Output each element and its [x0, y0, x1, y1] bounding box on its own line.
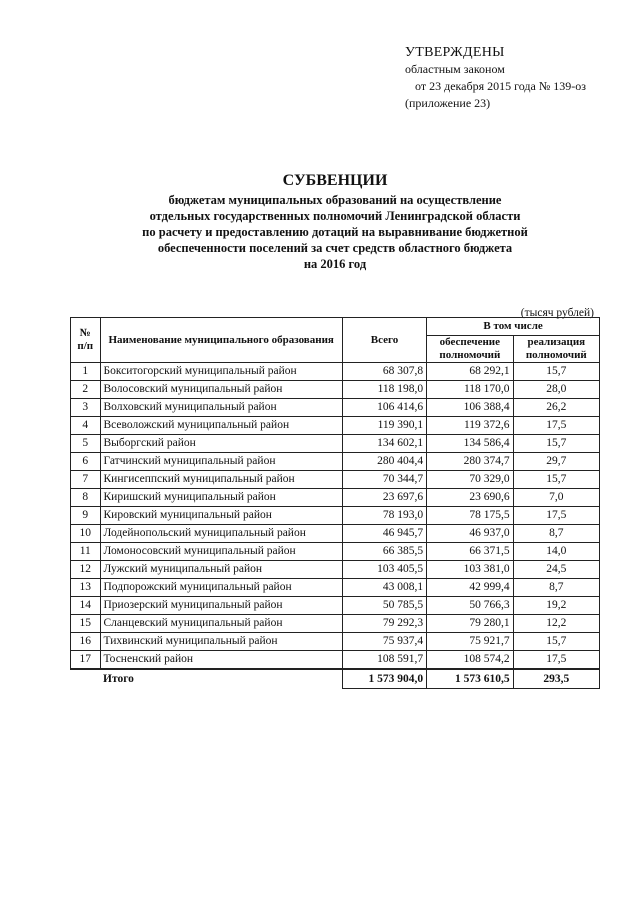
table-row: [71, 453, 600, 471]
row-provision: 79 280,1: [427, 615, 513, 633]
row-total: 119 390,1: [342, 417, 426, 435]
row-total: 23 697,6: [342, 489, 426, 507]
table-row: [71, 399, 600, 417]
row-execution: 15,7: [513, 471, 599, 489]
row-name: Киришский муниципальный район: [100, 489, 342, 507]
row-number: 2: [71, 381, 101, 399]
row-total: 280 404,4: [342, 453, 426, 471]
row-number: 1: [71, 363, 101, 381]
col-header-num: № п/п: [71, 318, 101, 363]
totals-label: Итого: [100, 669, 342, 689]
units-note: (тысяч рублей): [520, 307, 594, 319]
row-provision: 66 371,5: [427, 543, 513, 561]
row-provision: 23 690,6: [427, 489, 513, 507]
row-provision: 50 766,3: [427, 597, 513, 615]
row-name: Подпорожский муниципальный район: [100, 579, 342, 597]
table-row: [71, 489, 600, 507]
heading-line-2: отдельных государственных полномочий Ленинградской области: [149, 209, 521, 223]
row-execution: 28,0: [513, 381, 599, 399]
table-row: [71, 435, 600, 453]
row-number: 12: [71, 561, 101, 579]
table-row: [71, 525, 600, 543]
row-provision: 108 574,2: [427, 651, 513, 670]
row-number: 9: [71, 507, 101, 525]
row-provision: 118 170,0: [427, 381, 513, 399]
col-header-provision: обеспечение полномочий: [427, 336, 513, 363]
row-name: Всеволожский муниципальный район: [100, 417, 342, 435]
row-provision: 280 374,7: [427, 453, 513, 471]
row-number: 8: [71, 489, 101, 507]
row-execution: 26,2: [513, 399, 599, 417]
table-row: [71, 597, 600, 615]
document-title: СУБВЕНЦИИ: [282, 172, 388, 189]
totals-execution: 293,5: [513, 669, 599, 689]
heading-line-1: бюджетам муниципальных образований на осуществление: [168, 193, 502, 207]
row-number: 5: [71, 435, 101, 453]
row-total: 50 785,5: [342, 597, 426, 615]
row-name: Ломоносовский муниципальный район: [100, 543, 342, 561]
row-provision: 106 388,4: [427, 399, 513, 417]
row-number: 16: [71, 633, 101, 651]
totals-blank: [71, 669, 101, 689]
col-header-including: В том числе: [427, 318, 600, 336]
row-number: 7: [71, 471, 101, 489]
table-row: [71, 363, 600, 381]
row-provision: 119 372,6: [427, 417, 513, 435]
row-name: Бокситогорский муниципальный район: [100, 363, 342, 381]
row-total: 79 292,3: [342, 615, 426, 633]
table-row: [71, 651, 600, 670]
row-number: 11: [71, 543, 101, 561]
row-name: Гатчинский муниципальный район: [100, 453, 342, 471]
row-execution: 24,5: [513, 561, 599, 579]
row-provision: 75 921,7: [427, 633, 513, 651]
subsidies-table: [70, 317, 600, 689]
col-header-execution: реализация полномочий: [513, 336, 599, 363]
row-provision: 78 175,5: [427, 507, 513, 525]
row-total: 134 602,1: [342, 435, 426, 453]
totals-row: [71, 669, 600, 689]
approval-title: УТВЕРЖДЕНЫ: [405, 45, 505, 60]
approval-stamp: [405, 44, 605, 112]
row-number: 15: [71, 615, 101, 633]
row-name: Лужский муниципальный район: [100, 561, 342, 579]
table-row: [71, 471, 600, 489]
row-number: 17: [71, 651, 101, 670]
row-name: Кингисеппский муниципальный район: [100, 471, 342, 489]
row-execution: 17,5: [513, 651, 599, 670]
row-total: 106 414,6: [342, 399, 426, 417]
row-name: Выборгский район: [100, 435, 342, 453]
col-header-total: Всего: [342, 318, 426, 363]
row-total: 68 307,8: [342, 363, 426, 381]
row-execution: 19,2: [513, 597, 599, 615]
row-provision: 68 292,1: [427, 363, 513, 381]
table-row: [71, 615, 600, 633]
row-name: Лодейнопольский муниципальный район: [100, 525, 342, 543]
row-execution: 7,0: [513, 489, 599, 507]
row-provision: 103 381,0: [427, 561, 513, 579]
heading-line-4: обеспеченности поселений за счет средств областного бюджета: [157, 241, 513, 255]
row-provision: 134 586,4: [427, 435, 513, 453]
row-execution: 15,7: [513, 363, 599, 381]
row-name: Кировский муниципальный район: [100, 507, 342, 525]
row-total: 75 937,4: [342, 633, 426, 651]
row-provision: 70 329,0: [427, 471, 513, 489]
row-execution: 15,7: [513, 435, 599, 453]
row-execution: 29,7: [513, 453, 599, 471]
row-total: 70 344,7: [342, 471, 426, 489]
row-total: 108 591,7: [342, 651, 426, 670]
row-total: 43 008,1: [342, 579, 426, 597]
table-row: [71, 561, 600, 579]
row-number: 6: [71, 453, 101, 471]
row-number: 13: [71, 579, 101, 597]
row-total: 78 193,0: [342, 507, 426, 525]
row-provision: 42 999,4: [427, 579, 513, 597]
row-execution: 15,7: [513, 633, 599, 651]
heading-line-3: по расчету и предоставлению дотаций на выравнивание бюджетной: [142, 225, 528, 239]
row-name: Волосовский муниципальный район: [100, 381, 342, 399]
row-name: Тосненский район: [100, 651, 342, 670]
table-row: [71, 381, 600, 399]
row-execution: 17,5: [513, 507, 599, 525]
row-number: 3: [71, 399, 101, 417]
row-name: Волховский муниципальный район: [100, 399, 342, 417]
totals-provision: 1 573 610,5: [427, 669, 513, 689]
row-name: Сланцевский муниципальный район: [100, 615, 342, 633]
row-total: 46 945,7: [342, 525, 426, 543]
row-name: Приозерский муниципальный район: [100, 597, 342, 615]
table-row: [71, 417, 600, 435]
table-row: [71, 633, 600, 651]
approval-law: областным законом: [405, 62, 505, 76]
totals-total: 1 573 904,0: [342, 669, 426, 689]
row-number: 14: [71, 597, 101, 615]
approval-appendix: (приложение 23): [405, 96, 491, 110]
row-execution: 14,0: [513, 543, 599, 561]
heading-line-5: на 2016 год: [303, 257, 367, 271]
table-row: [71, 579, 600, 597]
row-execution: 8,7: [513, 579, 599, 597]
document-heading: [100, 171, 570, 272]
table-row: [71, 543, 600, 561]
row-total: 118 198,0: [342, 381, 426, 399]
row-execution: 17,5: [513, 417, 599, 435]
row-execution: 12,2: [513, 615, 599, 633]
row-name: Тихвинский муниципальный район: [100, 633, 342, 651]
row-total: 103 405,5: [342, 561, 426, 579]
table-row: [71, 507, 600, 525]
col-header-name: Наименование муниципального образования: [100, 318, 342, 363]
row-number: 10: [71, 525, 101, 543]
row-number: 4: [71, 417, 101, 435]
row-provision: 46 937,0: [427, 525, 513, 543]
row-total: 66 385,5: [342, 543, 426, 561]
row-execution: 8,7: [513, 525, 599, 543]
approval-date: от 23 декабря 2015 года № 139-оз: [415, 79, 587, 93]
